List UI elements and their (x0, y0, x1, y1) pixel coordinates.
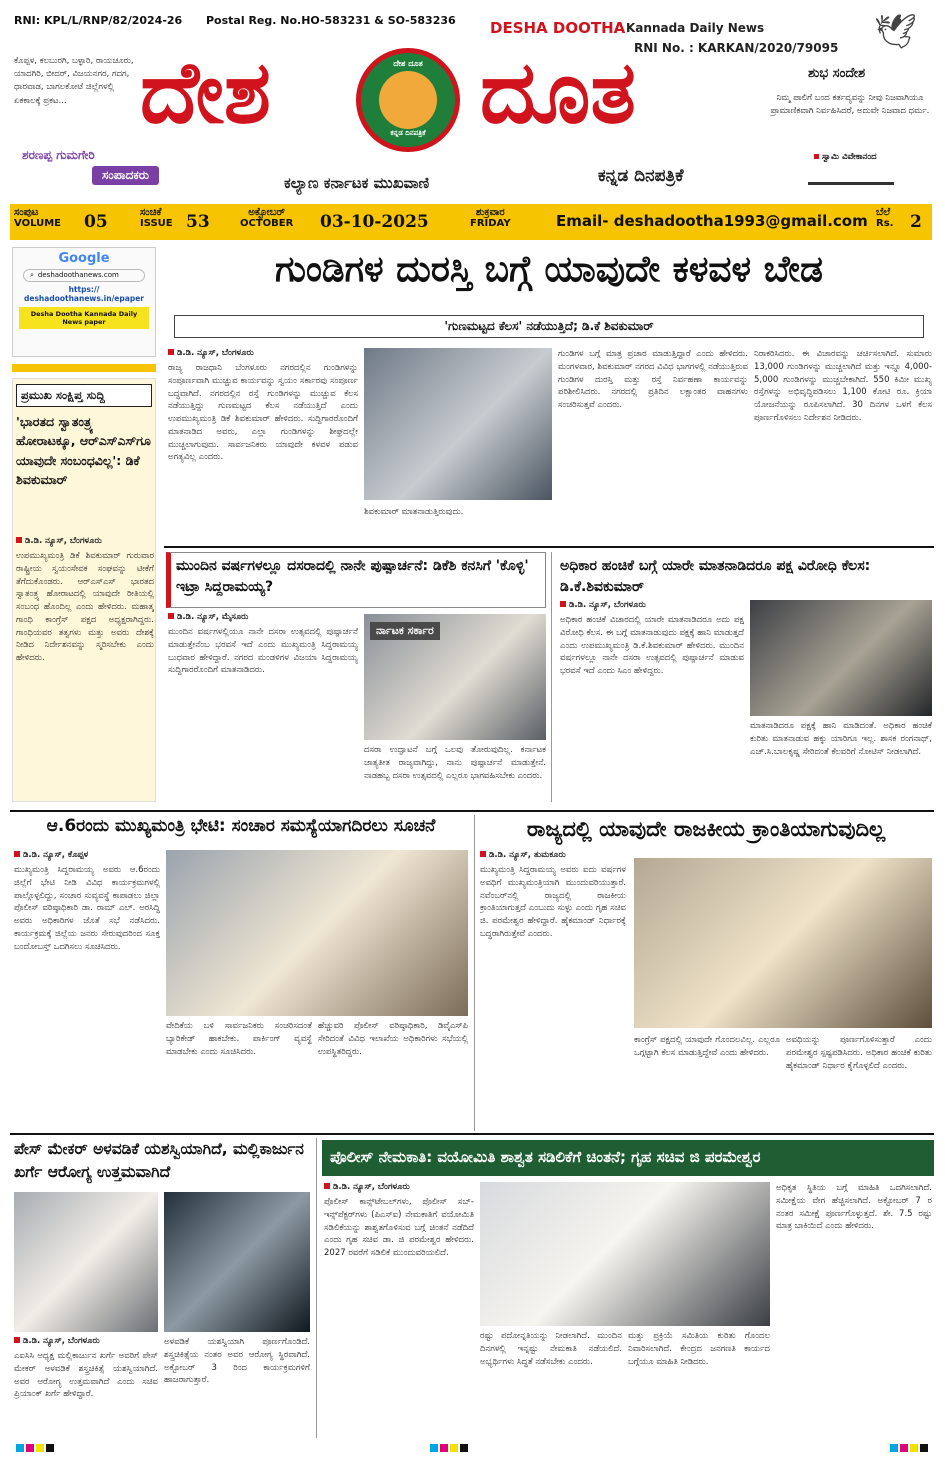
story-revolution-byline (480, 850, 566, 860)
color-registration-marks-center (430, 1444, 468, 1452)
story-police-photo (480, 1182, 770, 1326)
story-left-headline[interactable]: ಮುಂದಿನ ವರ್ಷಗಳಲ್ಲೂ ದಸರಾದಲ್ಲಿ ನಾನೇ ಪುಷ್ಪಾರ್ಚನೆ: ಡಿಕೆಶಿ ಕನಸಿಗೆ 'ಕೊಳ್ಳಿ' ಇಟ್ರಾ ಸಿದ್ದರಾಮಯ್ಯ? (176, 558, 529, 595)
emblem-top-text: ದೇಶ ದೂತ (393, 59, 423, 68)
search-icon: ⌕ (30, 271, 34, 279)
column-divider (316, 1138, 317, 1438)
story-right-byline (560, 600, 646, 610)
lead-col-4: ನಿರಾಕರಿಸಿದರು. ಈ ವಿಚಾರವನ್ನು ಚರ್ಚಿಸಲಾಗಿದೆ. ಸುಮಾರು 13,000 ಗುಂಡಿಗಳನ್ನು ಮುಚ್ಚಲಾಗಿದೆ ಮತ್ತು ಇನ್ನೂ 4,000-5,000 ಗುಂಡಿಗಳನ್ನು ಮುಚ್ಚಬೇಕಾಗಿದೆ. 550 ಕಿಮೀ ಮುಖ್ಯ ರಸ್ತೆಗಳನ್ನು ಅಭಿವೃದ್ಧಿಪಡಿಸಲು 1,100 ಕೋಟಿ ರೂ. ಕ್ರಿಯಾ ಯೋಜನೆಯನ್ನು ರೂಪಿಸಲಾಗಿದೆ. 30 ದಿನಗಳ ಒಳಗೆ ಕೆಲಸ ಪೂರ್ಣಗೊಳಿಸಲು ನಿರ್ದೇಶನ ನೀಡಿದರು. (754, 349, 932, 423)
day-label-en: FRIDAY (470, 218, 511, 229)
story-health-col-2: ಅಳವಡಿಕೆ ಯಶಸ್ವಿಯಾಗಿ ಪೂರ್ಣಗೊಂಡಿದೆ. ಶಸ್ತ್ರಚಿಕಿತ್ಸೆಯ ನಂತರ ಅವರ ಆರೋಗ್ಯ ಸ್ಥಿರವಾಗಿದೆ. ಅಕ್ಟೋಬರ್ 3 ರಿಂದ ಕಾರ್ಯಕ್ರಮಗಳಿಗೆ ಹಾಜರಾಗುತ್ತಾರೆ. (164, 1337, 310, 1386)
story-right-byline-text: ಡಿ.ಡಿ. ನ್ಯೂಸ್, ಬೆಂಗಳೂರು (569, 600, 646, 610)
story-visit-photo (166, 850, 468, 1016)
color-registration-marks-right (890, 1444, 928, 1452)
english-tagline: Kannada Daily News (626, 21, 765, 35)
price-label (876, 207, 893, 229)
volume-label (14, 207, 61, 229)
story-police-byline (324, 1182, 410, 1192)
lead-col-3: ಗುಂಡಿಗಳ ಬಗ್ಗೆ ಮಾತ್ರ ಪ್ರಚಾರ ಮಾಡುತ್ತಿದ್ದಾರೆ ಎಂದು ಹೇಳಿದರು. ಮಂಗಳವಾರ, ಶಿವಕುಮಾರ್ ನಗರದ ವಿವಿಧ ಭಾಗಗಳಲ್ಲಿ ನಡೆಯುತ್ತಿರುವ ಗುಂಡಿಗಳ ದುರಸ್ತಿ ಮತ್ತು ರಸ್ತೆ ನಿರ್ವಹಣಾ ಕಾರ್ಯವನ್ನು ಪರಿಶೀಲಿಸಿದರು. ನಗರದಲ್ಲಿ ಪ್ರತಿದಿನ ಲಕ್ಷಾಂತರ ವಾಹನಗಳು ಸಂಚರಿಸುತ್ತವೆ ಎಂದರು. (558, 349, 748, 410)
story-right-col-1: ಅಧಿಕಾರ ಹಂಚಿಕೆ ವಿಚಾರದಲ್ಲಿ ಯಾರೇ ಮಾತನಾಡಿದರೂ ಅದು ಪಕ್ಷ ವಿರೋಧಿ ಕೆಲಸ. ಈ ಬಗ್ಗೆ ಮಾತನಾಡುವುದು ಪಕ್ಷಕ್ಕೆ ಹಾನಿ ಮಾಡುತ್ತದೆ ಎಂದು ಉಪಮುಖ್ಯಮಂತ್ರಿ ಡಿ.ಕೆ.ಶಿವಕುಮಾರ್ ಹೇಳಿದರು. ಮುಂದಿನ ವರ್ಷಗಳಲ್ಲೂ ನಾನೇ ದಸರಾ ಉತ್ಸವದಲ್ಲಿ ಪುಷ್ಪಾರ್ಚನೆ ಮಾಡುವ ಭರವಸೆ ಇದೆ ಎಂದು ಸಿಎಂ ಹೇಳಿದ್ದರು. (560, 615, 744, 676)
cyan-mark-icon (430, 1444, 438, 1452)
editions-list: ಕೊಪ್ಪಳ, ಕಲಬುರಗಿ, ಬಳ್ಳಾರಿ, ರಾಯಚೂರು, ಯಾದಗಿರಿ, ಬೀದರ್, ವಿಜಯನಗರ, ಗದಗ, ಧಾರವಾಡ, ಬಾಗಲಕೋಟೆ ಜಿಲ್ಲೆಗಳಲ್ಲಿ ಏಕಕಾಲಕ್ಕೆ ಪ್ರಕಟ... (14, 56, 134, 106)
issue-date: 03-10-2025 (320, 212, 429, 232)
color-registration-marks-left (16, 1444, 54, 1452)
ad-banner-text: Desha Dootha Kannada Daily News paper (19, 307, 149, 329)
ornament-divider (808, 182, 894, 185)
day-label (470, 207, 511, 229)
message-title: ಶುಭ ಸಂದೇಶ (808, 66, 866, 81)
black-mark-icon (46, 1444, 54, 1452)
story-left-byline-text: ಡಿ.ಡಿ. ನ್ಯೂಸ್, ಮೈಸೂರು (177, 612, 249, 622)
search-box[interactable] (23, 269, 145, 282)
bullet-icon (14, 851, 20, 857)
story-right-photo (750, 600, 932, 716)
story-left-col-1: ಮುಂದಿನ ವರ್ಷಗಳಲ್ಲಿಯೂ ನಾನೇ ದಸರಾ ಉತ್ಸವದಲ್ಲಿ ಪುಷ್ಪಾರ್ಚನೆ ಮಾಡುತ್ತೇನೆಂಬ ಭರವಸೆ ಇದೆ ಎಂದು ಮುಖ್ಯಮಂತ್ರಿ ಸಿದ್ದರಾಮಯ್ಯ ಬುಧವಾರ ಹೇಳಿದ್ದಾರೆ. ನಗರದ ಮಂಡಳಿಗಳ ವಿಜಯಾ ಸಿದ್ದರಾಮಯ್ಯ ಸುದ್ದಿಗಾರರೊಂದಿಗೆ ಮಾತನಾಡಿದರು. (168, 627, 358, 676)
editor-name: ಶರಣಪ್ಪ ಗುಮಗೇರಿ (22, 148, 95, 162)
brief-title: ಪ್ರಮುಖ ಸಂಕ್ಷಿಪ್ತ ಸುದ್ದಿ (16, 384, 152, 407)
paper-type: ಕನ್ನಡ ದಿನಪತ್ರಿಕೆ (598, 166, 684, 186)
brief-headline[interactable]: 'ಭಾರತದ ಸ್ವಾತಂತ್ರ್ಯ ಹೋರಾಟಕ್ಕೂ, ಆರ್‌ಎಸ್‌ಎಸ್‌ಗೂ ಯಾವುದೇ ಸಂಬಂಧವಿಲ್ಲ': ಡಿಕೆ ಶಿವಕುಮಾರ್ (16, 414, 151, 488)
contact-email[interactable]: Email- deshadootha1993@gmail.com (556, 212, 868, 230)
magenta-mark-icon (440, 1444, 448, 1452)
story-visit-headline[interactable]: ಆ.6ರಂದು ಮುಖ್ಯಮಂತ್ರಿ ಭೇಟಿ: ಸಂಚಾರ ಸಮಸ್ಯೆಯಾಗದಿರಲು ಸೂಚನೆ (46, 816, 436, 836)
story-visit-byline (14, 850, 88, 860)
story-visit-col-3: ಹೆಚ್ಚುವರಿ ಪೊಲೀಸ್ ವರಿಷ್ಠಾಧಿಕಾರಿ, ಡಿವೈಎಸ್‌ಪಿ ಸೇರಿದಂತೆ ವಿವಿಧ ಇಲಾಖೆಯ ಅಧಿಕಾರಿಗಳು ಸಭೆಯಲ್ಲಿ ಉಪಸ್ಥಿತರಿದ್ದರು. (318, 1021, 468, 1057)
black-mark-icon (460, 1444, 468, 1452)
emblem (356, 48, 460, 152)
story-left-photo (364, 614, 546, 740)
story-police-col-1: ಪೊಲೀಸ್ ಕಾನ್ಸ್‌ಟೇಬಲ್‌ಗಳು, ಪೊಲೀಸ್ ಸಬ್-ಇನ್ಸ್‌ಪೆಕ್ಟರ್‌ಗಳು (ಪಿಎಸ್‌ಐ) ನೇಮಕಾತಿಗೆ ವಯೋಮಿತಿ ಸಡಿಲಿಕೆಯನ್ನು ಶಾಶ್ವತಗೊಳಿಸುವ ಬಗ್ಗೆ ಚಿಂತನೆ ನಡೆದಿದೆ ಎಂದು ಗೃಹ ಸಚಿವ ಡಾ. ಜಿ ಪರಮೇಶ್ವರ ಹೇಳಿದರು. 2027 ರವರೆಗೆ ಸಡಿಲಿಕೆ ಮುಂದುವರಿಯಲಿದೆ. (324, 1197, 474, 1258)
column-divider (551, 552, 552, 802)
yellow-mark-icon (450, 1444, 458, 1452)
story-police-byline-text: ಡಿ.ಡಿ. ನ್ಯೂಸ್, ಬೆಂಗಳೂರು (333, 1182, 410, 1192)
section-rule (10, 810, 934, 812)
emblem-bottom-text: ಕನ್ನಡ ದಿನಪತ್ರಿಕೆ (390, 129, 426, 137)
sidebar-divider (12, 364, 156, 372)
volume-label-en: VOLUME (14, 218, 61, 229)
bullet-icon (168, 613, 174, 619)
cyan-mark-icon (890, 1444, 898, 1452)
message-author (814, 152, 877, 162)
story-police-col-2: ರಷ್ಟು ಪದೋನ್ನತಿಯನ್ನು ನೀಡಲಾಗಿದೆ. ಮುಂದಿನ ದಿನಗಳಲ್ಲಿ ಇನ್ನಷ್ಟು ನೇಮಕಾತಿ ನಡೆಯಲಿದೆ. ಅಭ್ಯರ್ಥಿಗಳು ಸಿದ್ಧತೆ ನಡೆಸಬೇಕು ಎಂದರು. (480, 1331, 622, 1367)
photo-banner-text: ರ್ನಾಟಕ ಸರ್ಕಾರ (370, 622, 440, 640)
search-query: deshadoothanews.com (37, 271, 119, 279)
yellow-mark-icon (910, 1444, 918, 1452)
message-author-text: ಸ್ವಾಮಿ ವಿವೇಕಾನಂದ (822, 152, 877, 162)
story-left-col-2: ದಸರಾ ಉದ್ಘಾಟನೆ ಬಗ್ಗೆ ಒಲವು ತೋರುವುದಿಲ್ಲ. ಕರ್ನಾಟಕ ಜಾತ್ಯತೀತ ರಾಜ್ಯವಾಗಿದ್ದು, ನಾನು ಪುಷ್ಪಾರ್ಚನೆ ಮಾಡುತ್ತೇನೆ. ನಾಡಹಬ್ಬ ದಸರಾ ಉತ್ಸವದಲ್ಲಿ ಎಲ್ಲರೂ ಭಾಗವಹಿಸಬೇಕು ಎಂದರು. (364, 745, 546, 781)
story-police-col-4: ಅಧಿಕೃತ ಸ್ಥಿತಿಯ ಬಗ್ಗೆ ಮಾಹಿತಿ ಒದಗಿಸಲಾಗಿದೆ. ಸಮೀಕ್ಷೆಯ ವೇಗ ಹೆಚ್ಚಿಸಲಾಗಿದೆ. ಅಕ್ಟೋಬರ್ 7 ರ ನಂತರ ಸಮೀಕ್ಷೆ ಪೂರ್ಣಗೊಳ್ಳುತ್ತದೆ. ಶೇ. 7.5 ರಷ್ಟು ಮಾತ್ರ ಬಾಕಿಯಿದೆ ಎಂದು ಹೇಳಿದರು. (776, 1183, 932, 1232)
story-revolution-col-3: ಅವಧಿಯನ್ನು ಪೂರ್ಣಗೊಳಿಸುತ್ತಾರೆ ಎಂದು ಪರಮೇಶ್ವರ ಸ್ಪಷ್ಟಪಡಿಸಿದರು. ಅಧಿಕಾರ ಹಂಚಿಕೆ ಕುರಿತು ಹೈಕಮಾಂಡ್ ನಿರ್ಧಾರ ಕೈಗೊಳ್ಳಲಿದೆ ಎಂದರು. (786, 1035, 932, 1071)
message-text: ನಿಮ್ಮ ಪಾಲಿಗೆ ಬಂದ ಕರ್ತವ್ಯವನ್ನು ನೀವು ನಿಜವಾಗಿಯೂ ಪ್ರಾಮಾಣಿಕವಾಗಿ ನಿರ್ವಹಿಸಿದರೆ, ಅದುವೇ ನಿಜವಾದ ಧರ್ಮ. (770, 93, 930, 117)
editor-role: ಸಂಪಾದಕರು (92, 166, 159, 185)
brief-byline-text: ಡಿ.ಡಿ. ನ್ಯೂಸ್, ಬೆಂಗಳೂರು (25, 536, 102, 546)
story-revolution-photo (634, 858, 932, 1028)
story-revolution-col-2: ಕಾಂಗ್ರೆಸ್ ಪಕ್ಷದಲ್ಲಿ ಯಾವುದೇ ಗೊಂದಲವಿಲ್ಲ. ಎಲ್ಲರೂ ಒಗ್ಗಟ್ಟಾಗಿ ಕೆಲಸ ಮಾಡುತ್ತಿದ್ದೇವೆ ಎಂದು ಹೇಳಿದರು. (634, 1035, 780, 1058)
lead-subhead: 'ಗುಣಮಟ್ಟದ ಕೆಲಸ' ನಡೆಯುತ್ತಿದೆ; ಡಿ.ಕೆ ಶಿವಕುಮಾರ್ (174, 315, 924, 338)
issue-label-en: ISSUE (140, 218, 173, 229)
story-health-col-1: ಎಐಸಿಸಿ ಅಧ್ಯಕ್ಷ ಮಲ್ಲಿಕಾರ್ಜುನ ಖರ್ಗೆ ಅವರಿಗೆ ಪೇಸ್ ಮೇಕರ್ ಅಳವಡಿಕೆ ಶಸ್ತ್ರಚಿಕಿತ್ಸೆ ಯಶಸ್ವಿಯಾಗಿದೆ. ಅವರ ಆರೋಗ್ಯ ಉತ್ತಮವಾಗಿದೆ ಎಂದು ಸಚಿವ ಪ್ರಿಯಾಂಕ್ ಖರ್ಗೆ ಹೇಳಿದ್ದಾರೆ. (14, 1351, 158, 1400)
story-left-byline (168, 612, 248, 622)
month-label-kn: ಅಕ್ಟೋಬರ್ (248, 207, 286, 218)
brief-byline (16, 536, 102, 546)
story-revolution-col-1: ಮುಖ್ಯಮಂತ್ರಿ ಸಿದ್ದರಾಮಯ್ಯ ಅವರು ಐದು ವರ್ಷಗಳ ಅವಧಿಗೆ ಮುಖ್ಯಮಂತ್ರಿಯಾಗಿ ಮುಂದುವರಿಯುತ್ತಾರೆ. ನವೆಂಬರ್‌ನಲ್ಲಿ ರಾಜ್ಯದಲ್ಲಿ ರಾಜಕೀಯ ಕ್ರಾಂತಿಯಾಗುತ್ತದೆ ಎಂಬುದು ಸುಳ್ಳು ಎಂದು ಗೃಹ ಸಚಿವ ಜಿ. ಪರಮೇಶ್ವರ ಹೇಳಿದ್ದಾರೆ. ಹೈಕಮಾಂಡ್ ನಿರ್ಧಾರಕ್ಕೆ ಬದ್ಧರಾಗಿರುತ್ತೇವೆ ಎಂದರು. (480, 865, 626, 939)
lead-headline[interactable]: ಗುಂಡಿಗಳ ದುರಸ್ತಿ ಬಗ್ಗೆ ಯಾವುದೇ ಕಳವಳ ಬೇಡ (275, 249, 823, 290)
story-visit-col-2: ವೇದಿಕೆಯ ಬಳಿ ಸಾರ್ವಜನಿಕರು ಸಂಚರಿಸದಂತೆ ಬ್ಯಾರಿಕೇಡ್ ಹಾಕಬೇಕು. ಪಾರ್ಕಿಂಗ್ ವ್ಯವಸ್ಥೆ ಮಾಡಬೇಕು ಎಂದು ಸೂಚಿಸಿದರು. (166, 1021, 312, 1057)
day-label-kn: ಶುಕ್ರವಾರ (475, 207, 505, 218)
cyan-mark-icon (16, 1444, 24, 1452)
bullet-icon (16, 537, 22, 543)
bullet-icon (14, 1337, 20, 1343)
brief-body: ಉಪಮುಖ್ಯಮಂತ್ರಿ ಡಿಕೆ ಶಿವಕುಮಾರ್ ಗುರುವಾರ ರಾಷ್ಟ್ರೀಯ ಸ್ವಯಂಸೇವಕ ಸಂಘವನ್ನು ಟೀಕೆಗೆ ತೆಗೆದುಕೊಂಡರು. ಆರ್‌ಎಸ್‌ಎಸ್ ಭಾರತದ ಸ್ವಾತಂತ್ರ್ಯ ಹೋರಾಟದಲ್ಲಿ ಯಾವುದೇ ರೀತಿಯಲ್ಲಿ ಸಂಬಂಧ ಹೊಂದಿಲ್ಲ ಎಂದು ಹೇಳಿದರು. ಮಹಾತ್ಮ ಗಾಂಧಿ ಕಾಂಗ್ರೆಸ್ ಪಕ್ಷದ ಅಧ್ಯಕ್ಷರಾಗಿದ್ದರು. ಗಾಂಧಿಯವರ ತತ್ವಗಳು ಮತ್ತು ಅವರು ದೇಶಕ್ಕೆ ನೀಡಿದ ನಿರ್ದೇಶನವನ್ನು ಸ್ಮರಿಸಬೇಕು ಎಂದು ಹೇಳಿದರು. (16, 551, 154, 663)
story-health-photo-1 (14, 1192, 158, 1332)
issue-label (140, 207, 173, 229)
registration-number: RNI: KPL/L/RNP/82/2024-26 (14, 14, 183, 27)
english-name: DESHA DOOTHA (490, 19, 626, 37)
masthead-title-right: ದೂತ (480, 42, 637, 143)
slogan: ಕಲ್ಯಾಣ ಕರ್ನಾಟಕ ಮುಖವಾಣಿ (284, 174, 430, 192)
story-health-byline (14, 1336, 100, 1346)
column-divider (474, 815, 475, 1131)
story-revolution-headline[interactable]: ರಾಜ್ಯದಲ್ಲಿ ಯಾವುದೇ ರಾಜಕೀಯ ಕ್ರಾಂತಿಯಾಗುವುದಿಲ್ಲ (526, 817, 886, 841)
story-revolution-byline-text: ಡಿ.ಡಿ. ನ್ಯೂಸ್, ತುಮಕೂರು (489, 850, 566, 860)
month-label (240, 207, 293, 229)
lead-col-1: ರಾಜ್ಯ ರಾಜಧಾನಿ ಬೆಂಗಳೂರು ನಗರದಲ್ಲಿನ ಗುಂಡಿಗಳನ್ನು ಸಂಪೂರ್ಣವಾಗಿ ಮುಚ್ಚುವ ಕಾರ್ಯವನ್ನು ಸ್ವಯಂ ಸರ್ಕಾರವು ಸಂಪೂರ್ಣ ಬದ್ಧವಾಗಿದೆ. ನಗರದಲ್ಲಿನ ರಸ್ತೆ ಗುಂಡಿಗಳನ್ನು ಮುಚ್ಚುವ ಕೆಲಸ ನಡೆಯುತ್ತಿದ್ದು ಗುಣಮಟ್ಟದ ಕೆಲಸ ನಡೆಯುತ್ತಿದೆ ಎಂದು ಉಪಮುಖ್ಯಮಂತ್ರಿ ಡಿಕೆ ಶಿವಕುಮಾರ್ ಹೇಳಿದರು. ಸುದ್ದಿಗಾರರೊಂದಿಗೆ ಮಾತನಾಡಿದ ಅವರು, ಎಲ್ಲಾ ಗುಂಡಿಗಳನ್ನು ಶೀಘ್ರದಲ್ಲೇ ಮುಚ್ಚಲಾಗುವುದು. ಸಾರ್ವಜನಿಕರು ಯಾವುದೇ ಕಳವಳ ಪಡುವ ಅಗತ್ಯವಿಲ್ಲ ಎಂದರು. (168, 363, 358, 463)
volume-value: 05 (84, 212, 108, 232)
story-visit-byline-text: ಡಿ.ಡಿ. ನ್ಯೂಸ್, ಕೊಪ್ಪಳ (23, 850, 89, 860)
month-label-en: OCTOBER (240, 218, 294, 229)
lead-photo-caption: ಶಿವಕುಮಾರ್ ಮಾತನಾಡುತ್ತಿರುವುದು. (364, 507, 464, 517)
magenta-mark-icon (26, 1444, 34, 1452)
price-value: 2 (910, 212, 922, 232)
issue-value: 53 (186, 212, 210, 232)
magenta-mark-icon (900, 1444, 908, 1452)
bullet-icon (168, 349, 174, 355)
story-visit-col-1: ಮುಖ್ಯಮಂತ್ರಿ ಸಿದ್ದರಾಮಯ್ಯ ಅವರು ಆ.6ರಂದು ಜಿಲ್ಲೆಗೆ ಭೇಟಿ ನೀಡಿ ವಿವಿಧ ಕಾರ್ಯಕ್ರಮಗಳಲ್ಲಿ ಪಾಲ್ಗೊಳ್ಳಲಿದ್ದು, ಸಂಚಾರ ಸುವ್ಯವಸ್ಥೆ ಕಾಪಾಡಲು ಜಿಲ್ಲಾ ಪೊಲೀಸ್ ವರಿಷ್ಠಾಧಿಕಾರಿ ಡಾ. ರಾಮ್ ಎಲ್. ಅರಸಿದ್ಧಿ ಅವರು ಅಧಿಕಾರಿಗಳ ಜೊತೆ ಸಭೆ ನಡೆಸಿದರು. ಕಾರ್ಯಕ್ರಮಕ್ಕೆ ಜಿಲ್ಲೆಯ ಜನರು ಸೇರುವುದರಿಂದ ಸೂಕ್ತ ಬಂದೋಬಸ್ತ್ ಒದಗಿಸಲು ಸೂಚಿಸಿದರು. (14, 865, 160, 952)
section-rule (10, 1133, 934, 1135)
volume-label-kn: ಸಂಪುಟ (14, 207, 39, 218)
story-right-col-2: ಮಾತನಾಡಿದರೂ ಪಕ್ಷಕ್ಕೆ ಹಾನಿ ಮಾಡಿದಂತೆ. ಅಧಿಕಾರ ಹಂಚಿಕೆ ಕುರಿತು ಮಾತನಾಡುವ ಹಕ್ಕು ಯಾರಿಗೂ ಇಲ್ಲ. ಶಾಸಕ ರಂಗನಾಥ್, ಎಚ್.ಸಿ.ಬಾಲಕೃಷ್ಣ ಸೇರಿದಂತೆ ಕೆಲವರಿಗೆ ನೋಟಿಸ್ ನೀಡಲಾಗಿದೆ. (750, 721, 932, 757)
bullet-icon (480, 851, 486, 857)
issue-label-kn: ಸಂಚಿಕೆ (140, 207, 162, 218)
story-police-headline[interactable]: ಪೊಲೀಸ್ ನೇಮಕಾತಿ: ವಯೋಮಿತಿ ಶಾಶ್ವತ ಸಡಿಲಿಕೆಗೆ ಚಿಂತನೆ; ಗೃಹ ಸಚಿವ ಜಿ ಪರಮೇಶ್ವರ (330, 1148, 761, 1166)
search-brand-logo: Google (58, 251, 110, 266)
dove-icon: 🕊 (874, 12, 918, 52)
masthead-title-left: ದೇಶ (140, 42, 271, 143)
epaper-link[interactable]: https:// deshadoothanews.in/epaper (24, 285, 144, 303)
bullet-icon (560, 601, 566, 607)
lead-byline (168, 348, 254, 358)
story-right-headline[interactable]: ಅಧಿಕಾರ ಹಂಚಿಕೆ ಬಗ್ಗೆ ಯಾರೇ ಮಾತನಾಡಿದರೂ ಪಕ್ಷ ವಿರೋಧಿ ಕೆಲಸ: ಡಿ.ಕೆ.ಶಿವಕುಮಾರ್ (560, 558, 871, 595)
emblem-map-icon (379, 71, 437, 129)
rni-number: RNI No. : KARKAN/2020/79095 (634, 41, 839, 55)
postal-registration: Postal Reg. No.HO-583231 & SO-583236 (206, 14, 456, 27)
section-rule (164, 546, 934, 548)
story-health-headline[interactable]: ಪೇಸ್ ಮೇಕರ್ ಅಳವಡಿಕೆ ಯಶಸ್ವಿಯಾಗಿದೆ, ಮಲ್ಲಿಕಾರ್ಜುನ ಖರ್ಗೆ ಆರೋಗ್ಯ ಉತ್ತಮವಾಗಿದೆ (14, 1140, 304, 1182)
lead-photo (364, 348, 552, 500)
black-mark-icon (920, 1444, 928, 1452)
epaper-ad[interactable] (12, 247, 156, 357)
story-health-photo-2 (164, 1192, 310, 1332)
bullet-icon (814, 154, 819, 159)
lead-byline-text: ಡಿ.ಡಿ. ನ್ಯೂಸ್, ಬೆಂಗಳೂರು (177, 348, 254, 358)
price-label-en: Rs. (876, 218, 894, 229)
bullet-icon (324, 1183, 330, 1189)
story-police-col-3: ಮತ್ತು ಪ್ರಕ್ರಿಯೆ ಸಮಿತಿಯ ಕುರಿತು ಗೊಂದಲ ನಿವಾರಿಸಲಾಗಿದೆ. ಕೇಂದ್ರದ ಜನಗಣತಿ ಕಾರ್ಯದ ಬಗ್ಗೆಯೂ ಮಾಹಿತಿ ನೀಡಿದರು. (628, 1331, 770, 1367)
price-label-kn: ಬೆಲೆ (876, 207, 891, 218)
story-health-byline-text: ಡಿ.ಡಿ. ನ್ಯೂಸ್, ಬೆಂಗಳೂರು (23, 1336, 100, 1346)
yellow-mark-icon (36, 1444, 44, 1452)
